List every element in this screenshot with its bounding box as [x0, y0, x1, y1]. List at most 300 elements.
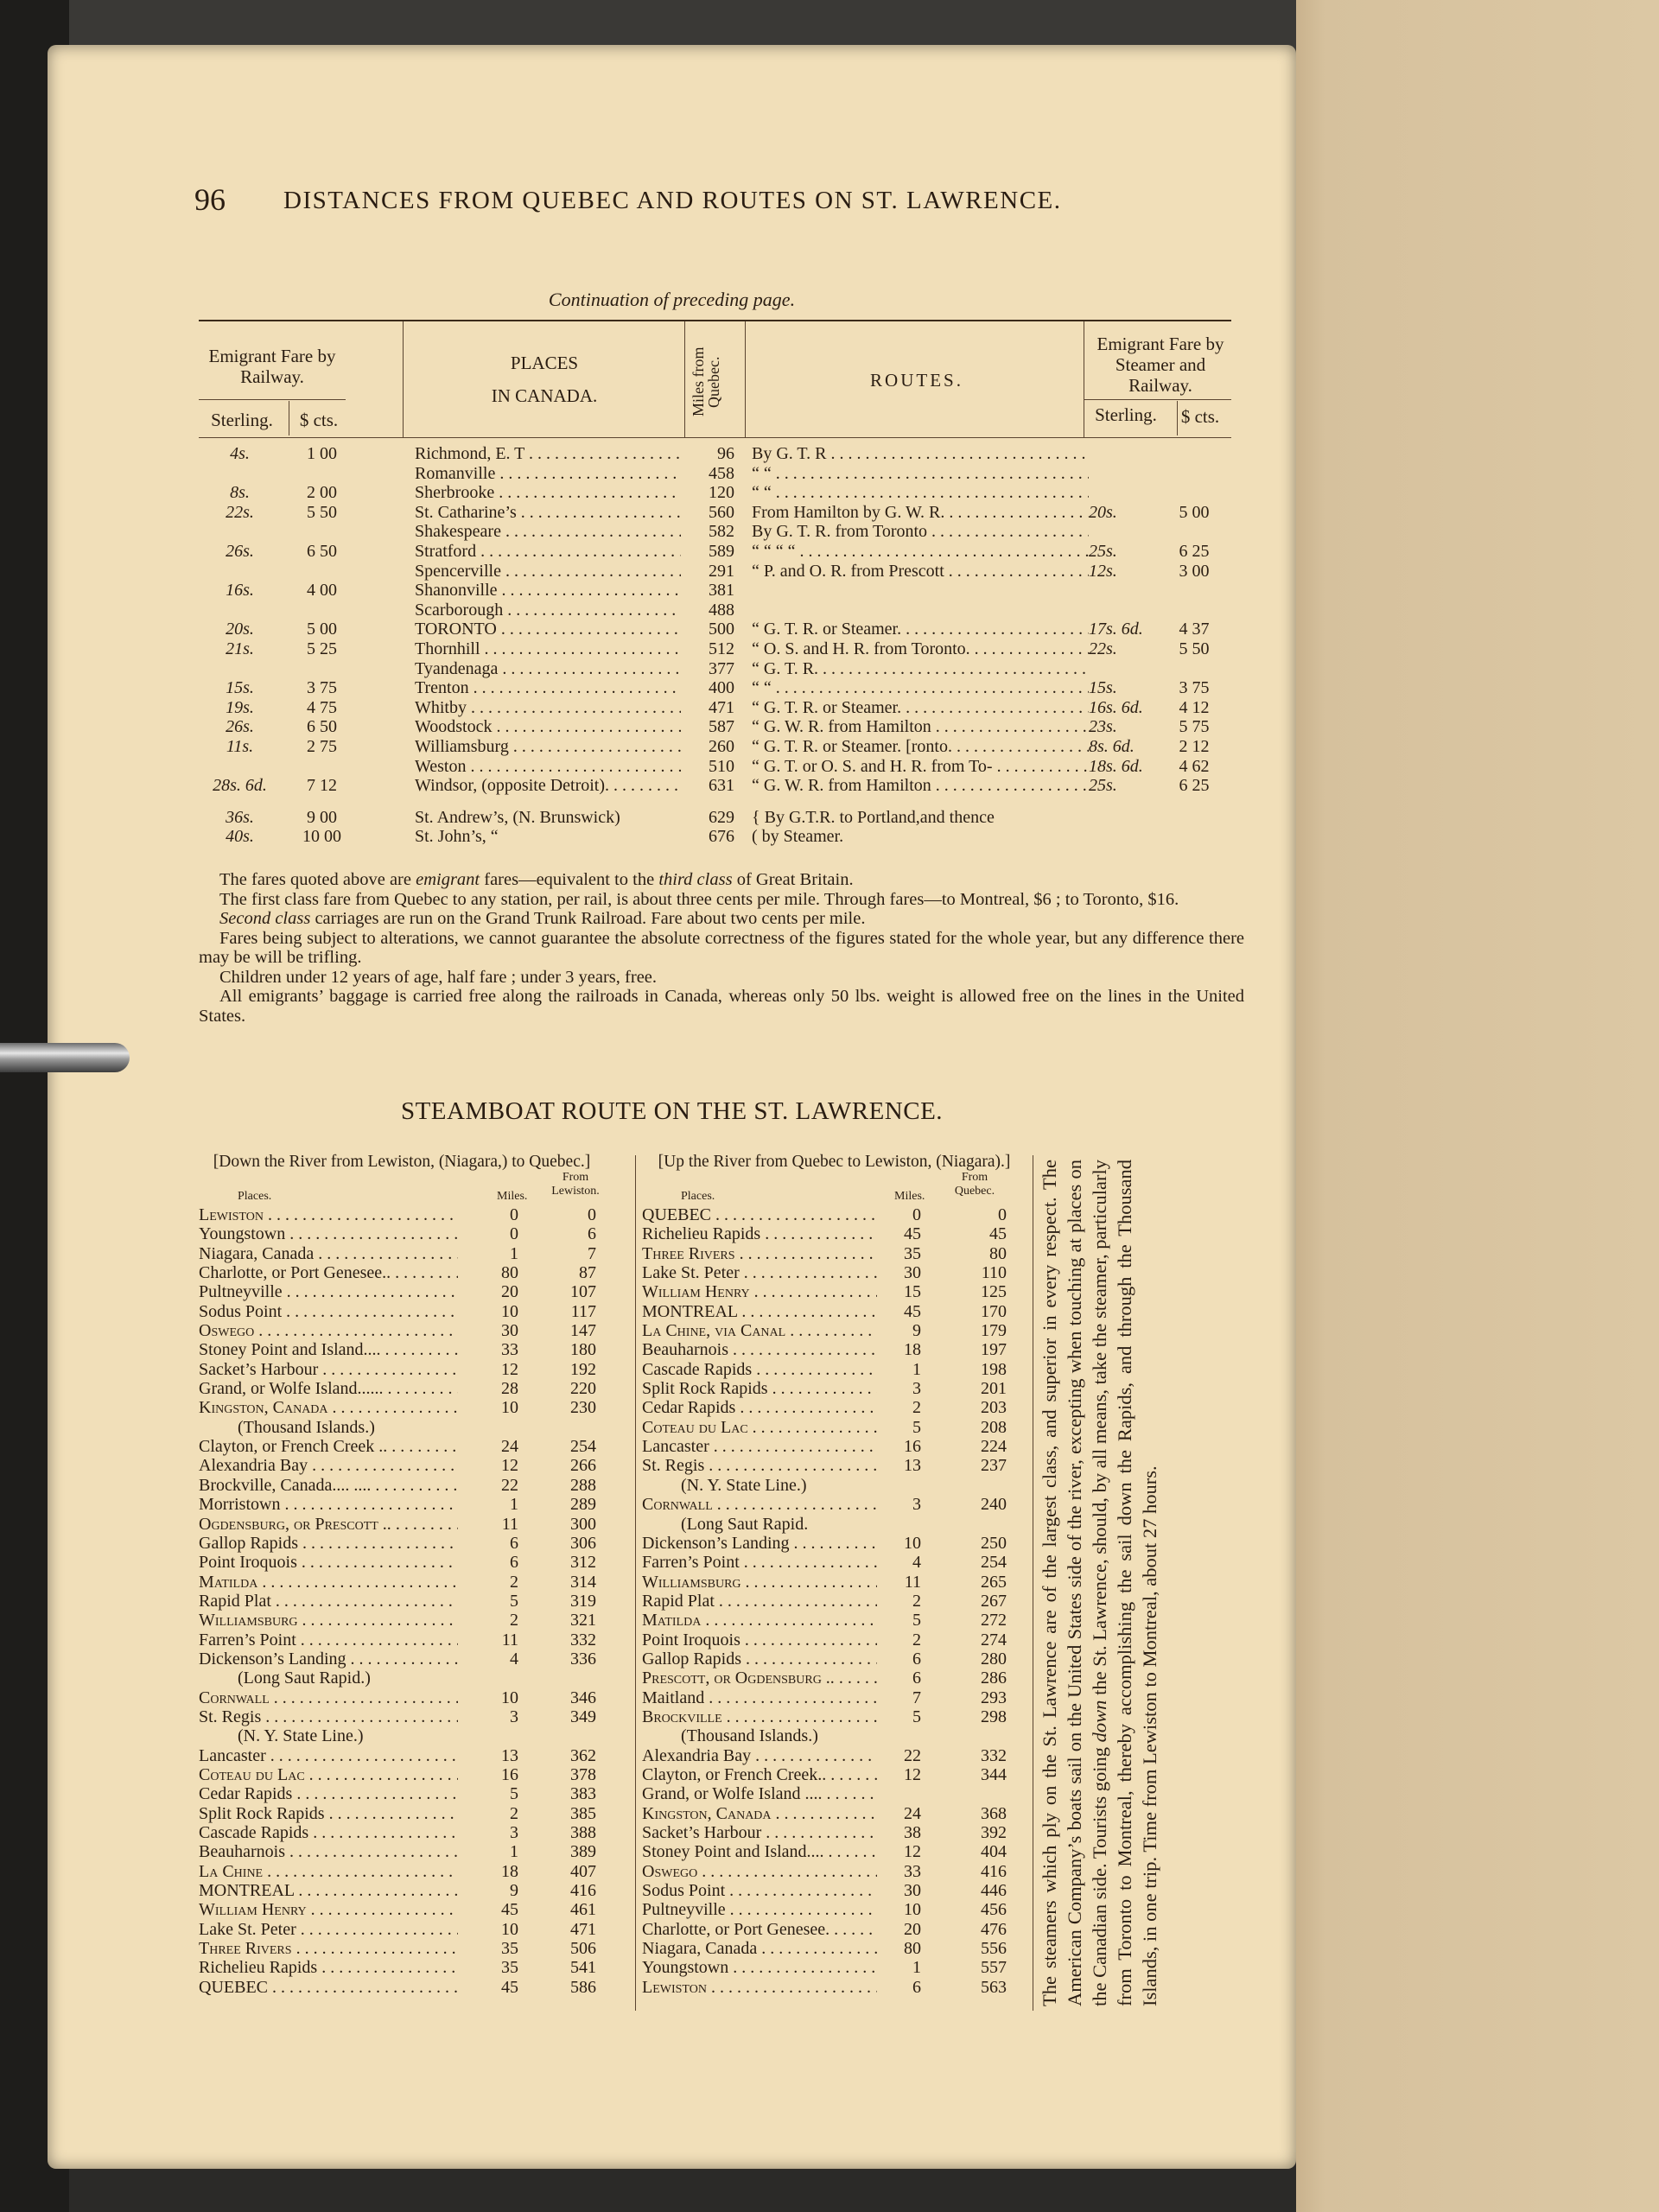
stop-place-name: Rapid Plat — [199, 1591, 271, 1611]
stop-miles: 9 — [510, 1881, 518, 1901]
stop-place — [199, 1573, 458, 1592]
route-stop — [642, 1495, 1027, 1514]
fare-place-name: Stratford — [415, 542, 477, 561]
stop-cumulative: 416 — [981, 1861, 1007, 1881]
stop-cumulative: 117 — [570, 1301, 596, 1321]
fare-row — [199, 503, 1231, 523]
stop-miles: 0 — [510, 1224, 518, 1244]
route-stop — [199, 1340, 626, 1359]
route-stop — [642, 1746, 1027, 1765]
fare-steamer-dollars: 4 37 — [1179, 620, 1210, 639]
route-stop — [199, 1958, 626, 1977]
stop-place-name: Rapid Plat — [642, 1591, 715, 1611]
route-stop — [642, 1842, 1027, 1861]
stop-place — [199, 1534, 458, 1553]
route-stop — [642, 1573, 1027, 1592]
fare-steamer-dollars: 4 12 — [1179, 697, 1210, 717]
stop-miles: 33 — [904, 1861, 921, 1881]
stop-miles: 10 — [904, 1533, 921, 1553]
stop-place-name: Niagara, Canada — [199, 1243, 315, 1263]
fare-steamer-sterling: 23s. — [1089, 717, 1117, 737]
fare-place-name: St. Catharine’s — [415, 502, 517, 522]
stop-miles: 0 — [912, 1205, 921, 1224]
stop-place — [642, 1823, 877, 1842]
stop-place-name: Alexandria Bay — [199, 1456, 308, 1476]
fare-place — [415, 464, 681, 483]
route-stop — [199, 1688, 626, 1707]
stop-place-name: Charlotte, or Port Genesee.. — [199, 1263, 391, 1283]
stop-miles: 5 — [510, 1591, 518, 1611]
fare-miles: 629 — [709, 807, 734, 827]
fare-miles: 582 — [709, 522, 734, 542]
miles-label: Miles. — [894, 1190, 925, 1203]
stop-miles: 22 — [501, 1475, 518, 1495]
stop-miles: 11 — [501, 1630, 518, 1649]
pen-tip — [0, 1033, 147, 1084]
stop-place-name: Niagara, Canada — [642, 1939, 758, 1959]
fare-route-text: “ P. and O. R. from Prescott — [752, 561, 944, 581]
fare-place-name: Whitby — [415, 697, 467, 717]
stop-place-name: Sacket’s Harbour — [199, 1359, 319, 1379]
down-river-rows — [199, 1205, 626, 1997]
stop-place — [642, 1939, 877, 1958]
stop-place-name: Youngstown — [642, 1958, 729, 1978]
from-lewiston-label: From Lewiston. — [551, 1171, 600, 1198]
stop-place — [199, 1823, 458, 1842]
route-stop — [642, 1592, 1027, 1611]
stop-place-name: Kingston, Canada — [642, 1803, 772, 1823]
fare-dollars: 9 00 — [307, 807, 337, 827]
stop-place-name: MONTREAL — [199, 1881, 295, 1901]
stop-miles: 24 — [904, 1803, 921, 1823]
stop-place — [642, 1862, 877, 1881]
stop-place — [642, 1630, 877, 1649]
stop-cumulative: 220 — [570, 1379, 596, 1399]
stop-miles: 45 — [904, 1224, 921, 1244]
stop-place-name: Charlotte, or Port Genesee. — [642, 1919, 830, 1939]
stop-miles: 30 — [501, 1321, 518, 1341]
note-3: Second class carriages are run on the Grand Trunk Railroad. Fare about two cents per mile. — [219, 909, 866, 928]
fare-route-text: “ “ — [752, 483, 772, 503]
route-stop — [199, 1630, 626, 1649]
book-page — [48, 45, 1296, 2169]
stop-place-name: Beauharnois — [642, 1340, 728, 1360]
route-stop — [199, 1669, 626, 1688]
note-2: The first class fare from Quebec to any station, per rail, is about three cents per mile. Through fares—to Montreal, $6 ; to Toronto, $16. — [219, 889, 1179, 909]
stop-cumulative: 586 — [570, 1977, 596, 1997]
stop-miles: 16 — [904, 1437, 921, 1457]
stop-place — [199, 1340, 458, 1359]
page-content — [48, 45, 1296, 2169]
stop-place — [199, 1592, 458, 1611]
stop-place-name: QUEBEC — [642, 1205, 711, 1224]
stop-place — [199, 1611, 458, 1630]
stop-cumulative: 319 — [570, 1591, 596, 1611]
stop-place — [642, 1456, 877, 1475]
stop-miles: 12 — [501, 1456, 518, 1476]
fare-place-name: TORONTO — [415, 620, 497, 639]
route-stop — [642, 1649, 1027, 1669]
stop-miles: 33 — [501, 1340, 518, 1360]
stop-cumulative: 385 — [570, 1803, 596, 1823]
stop-miles: 10 — [501, 1301, 518, 1321]
stop-miles: 10 — [501, 1398, 518, 1418]
stop-place — [199, 1244, 458, 1263]
stop-cumulative: 267 — [981, 1591, 1007, 1611]
fare-miles: 120 — [709, 483, 734, 503]
stop-place-name: Youngstown — [199, 1224, 286, 1244]
stop-place-name: Gallop Rapids — [199, 1533, 298, 1553]
fare-route-text: “ G. T. R. — [752, 658, 819, 678]
stop-place-name: Three Rivers — [199, 1939, 292, 1959]
stop-place — [642, 1282, 877, 1301]
fare-row — [199, 698, 1231, 718]
fare-steamer-dollars: 6 25 — [1179, 776, 1210, 796]
fare-row — [199, 678, 1231, 698]
stop-miles: 2 — [510, 1803, 518, 1823]
stop-miles: 2 — [510, 1611, 518, 1630]
route-stop — [199, 1360, 626, 1379]
stop-place-name: Brockville — [642, 1707, 722, 1726]
stop-place-name: Clayton, or French Creek .. — [199, 1437, 388, 1457]
fare-place-name: Windsor, (opposite Detroit). . — [415, 776, 619, 796]
stop-cumulative: 344 — [981, 1764, 1007, 1784]
route-stop — [642, 1881, 1027, 1900]
route-stop — [642, 1823, 1027, 1842]
fare-route — [752, 698, 1089, 717]
route-stop — [199, 1707, 626, 1726]
stop-miles: 1 — [510, 1243, 518, 1263]
fare-sterling: 26s. — [226, 717, 254, 737]
up-river-heading: [Up the River from Quebec to Lewiston, (Niagara).] — [658, 1153, 1011, 1171]
stop-place — [199, 1765, 458, 1784]
page-header — [194, 181, 1231, 233]
stop-cumulative: 87 — [579, 1263, 596, 1283]
stop-miles: 6 — [510, 1553, 518, 1573]
rule-v6 — [1177, 401, 1178, 435]
stop-cumulative: 7 — [588, 1243, 596, 1263]
stop-cumulative: 288 — [570, 1475, 596, 1495]
stop-cumulative: 349 — [570, 1707, 596, 1726]
stop-place — [642, 1205, 877, 1224]
fare-place — [415, 698, 681, 717]
route-stop — [642, 1804, 1027, 1823]
fare-steamer-dollars: 5 75 — [1179, 717, 1210, 737]
stop-place-name: St. Regis — [199, 1707, 262, 1726]
stop-cumulative: 45 — [989, 1224, 1007, 1244]
stop-place — [199, 1437, 458, 1456]
stop-place-name: Pultneyville — [199, 1282, 283, 1302]
stop-place-name: Lewiston — [199, 1205, 264, 1224]
stop-place — [642, 1360, 877, 1379]
fare-route-text: “ G. W. R. from Hamilton — [752, 717, 931, 737]
stop-miles: 6 — [912, 1649, 921, 1669]
fare-dollars: 5 25 — [307, 639, 337, 658]
stop-cumulative: 6 — [588, 1224, 596, 1244]
stop-miles: 6 — [912, 1977, 921, 1997]
fare-place-name: Shanonville — [415, 581, 498, 601]
fare-steamer-sterling: 18s. 6d. — [1089, 756, 1143, 776]
stop-cumulative: 170 — [981, 1301, 1007, 1321]
fare-dollars: 3 75 — [307, 678, 337, 698]
facing-page — [1296, 0, 1659, 2212]
stop-miles: 2 — [912, 1630, 921, 1649]
stop-place — [199, 1398, 458, 1417]
fare-miles: 458 — [709, 463, 734, 483]
stop-place-name: (Thousand Islands.) — [681, 1726, 818, 1746]
stop-cumulative: 563 — [981, 1977, 1007, 1997]
stop-place — [199, 1224, 458, 1243]
fare-row — [199, 483, 1231, 503]
fare-steamer-sterling: 8s. 6d. — [1089, 737, 1135, 756]
stop-place-name: Lewiston — [642, 1977, 707, 1997]
stop-place-name: Stoney Point and Island.... — [199, 1340, 381, 1360]
rule-v2 — [403, 321, 404, 437]
fare-place — [415, 542, 681, 561]
stop-miles: 5 — [912, 1417, 921, 1437]
route-stop — [199, 1784, 626, 1803]
stop-place — [642, 1669, 877, 1688]
fare-steamer-dollars: 2 12 — [1179, 737, 1210, 756]
fare-route — [752, 522, 1089, 541]
stop-place-name: Ogdensburg, or Prescott .. — [199, 1514, 391, 1534]
route-stop — [642, 1340, 1027, 1359]
fare-place-name: Tyandenaga — [415, 658, 499, 678]
route-stop — [199, 1573, 626, 1592]
stop-place-name: (N. Y. State Line.) — [681, 1475, 807, 1495]
stop-place-name: Lancaster — [199, 1745, 266, 1765]
fare-dollars: 2 00 — [307, 483, 337, 503]
fare-miles: 377 — [709, 658, 734, 678]
stop-miles: 18 — [904, 1340, 921, 1360]
stop-place — [199, 1649, 458, 1669]
stop-place — [642, 1784, 877, 1803]
stop-cumulative: 147 — [570, 1321, 596, 1341]
route-stop — [199, 1978, 626, 1997]
fare-route — [752, 737, 1089, 756]
fare-place — [415, 522, 681, 541]
fare-row — [199, 737, 1231, 757]
fare-place-name: Richmond, E. T — [415, 444, 525, 463]
rail-subheader-rule — [199, 399, 346, 400]
emigrant-steamer-header: Emigrant Fare by Steamer and Railway. — [1096, 334, 1224, 396]
stop-place-name: Brockville, Canada.... .... — [199, 1475, 372, 1495]
fare-route — [752, 659, 1089, 678]
route-stop — [642, 1205, 1027, 1224]
route-stop — [199, 1746, 626, 1765]
fare-route — [752, 542, 1089, 561]
stop-cumulative: 197 — [981, 1340, 1007, 1360]
route-stop — [199, 1244, 626, 1263]
fare-steamer-sterling: 25s. — [1089, 542, 1117, 561]
route-stop — [642, 1360, 1027, 1379]
note-4: Fares being subject to alterations, we cannot guarantee the absolute correctness of the figures stated for the whole year, but any difference there may be will be trifling. — [199, 928, 1244, 967]
route-stop — [642, 1263, 1027, 1282]
fare-dollars: 7 12 — [307, 776, 337, 796]
fare-miles: 500 — [709, 620, 734, 639]
stop-cumulative: 306 — [570, 1533, 596, 1553]
sterling-header: Sterling. — [211, 410, 273, 430]
fare-steamer-dollars: 5 00 — [1179, 502, 1210, 522]
stop-place — [642, 1842, 877, 1861]
route-stop — [642, 1553, 1027, 1572]
fare-dollars: 1 00 — [307, 444, 337, 463]
stop-place — [642, 1515, 968, 1534]
stop-place-name: La Chine — [199, 1861, 264, 1881]
stop-cumulative: 541 — [570, 1958, 596, 1978]
fare-miles: 512 — [709, 639, 734, 658]
stop-place-name: Richelieu Rapids — [642, 1224, 761, 1244]
miles-label: Miles. — [497, 1190, 528, 1203]
fare-place-name: Thornhill — [415, 639, 480, 658]
fare-row — [199, 659, 1231, 679]
stop-cumulative: 556 — [981, 1939, 1007, 1959]
stop-place-name: Lancaster — [642, 1437, 709, 1457]
fare-route-text: “ “ “ “ — [752, 542, 796, 561]
stop-place — [199, 1939, 458, 1958]
steamer-sidebar-text: The steamers which ply on the St. Lawrence are of the largest class, and superior in every respect. The American Company’s boats sail on the United States side of the river, excepting when touching at places on the Canadian side. Tourists going down the St. Lawrence, should, by all means, take the steamer, particularly from Toronto to Montreal, thereby accomplishing the sail down the Rapids, and through the Thousand Islands, in one trip. Time from Lewiston to Montreal, about 27 hours. — [1039, 1160, 1160, 2006]
fare-dollars: 4 00 — [307, 581, 337, 601]
stop-place — [642, 1726, 968, 1745]
fare-row — [199, 522, 1231, 542]
stop-place-name: Prescott, or Ogdensburg .. — [642, 1669, 835, 1688]
stop-place — [199, 1553, 458, 1572]
stop-place-name: (Long Saut Rapid.) — [238, 1669, 371, 1688]
fare-sterling: 36s. — [226, 807, 254, 827]
stop-place-name: Lake St. Peter — [642, 1263, 740, 1283]
stop-place — [642, 1224, 877, 1243]
stop-miles: 6 — [510, 1533, 518, 1553]
fare-place — [415, 601, 681, 620]
stop-cumulative: 0 — [588, 1205, 596, 1224]
fare-rows — [199, 444, 1231, 850]
fare-steamer-sterling: 17s. 6d. — [1089, 620, 1143, 639]
route-stop — [642, 1244, 1027, 1263]
stop-cumulative: 506 — [570, 1939, 596, 1959]
route-stop — [642, 1476, 1027, 1495]
fare-steamer-dollars: 6 25 — [1179, 542, 1210, 561]
fare-row — [199, 776, 1231, 796]
note-6: All emigrants’ baggage is carried free along the railroads in Canada, whereas only 50 lbs. weight is allowed free on the lines in the United States. — [199, 987, 1244, 1026]
stop-place-name: Williamsburg — [642, 1572, 741, 1592]
fare-dollars: 6 50 — [307, 542, 337, 561]
route-stop — [199, 1900, 626, 1919]
fare-place-name: Woodstock — [415, 717, 493, 737]
stop-cumulative: 198 — [981, 1359, 1007, 1379]
fare-row — [199, 562, 1231, 582]
route-stop — [199, 1263, 626, 1282]
fare-steamer-dollars: 3 00 — [1179, 561, 1210, 581]
fare-place-name: Sherbrooke — [415, 483, 495, 503]
stop-place — [642, 1611, 877, 1630]
stop-place-name: Cascade Rapids — [642, 1359, 753, 1379]
route-stop — [199, 1224, 626, 1243]
stop-cumulative: 237 — [981, 1456, 1007, 1476]
stop-cumulative: 404 — [981, 1842, 1007, 1862]
stop-place-name: Matilda — [642, 1611, 702, 1630]
fare-place — [415, 562, 681, 581]
stop-place — [199, 1418, 549, 1437]
stop-place — [199, 1379, 458, 1398]
fare-row — [199, 620, 1231, 639]
stop-place — [199, 1321, 458, 1340]
fare-route-text: “ G. T. or O. S. and H. R. from To- — [752, 756, 993, 776]
route-stop — [199, 1534, 626, 1553]
stop-place — [642, 1321, 877, 1340]
stop-cumulative: 293 — [981, 1688, 1007, 1707]
fare-place — [415, 620, 681, 639]
stop-place-name: Alexandria Bay — [642, 1745, 752, 1765]
stop-cumulative: 286 — [981, 1669, 1007, 1688]
stop-cumulative: 298 — [981, 1707, 1007, 1726]
route-stop — [199, 1437, 626, 1456]
places-header: PLACES — [510, 353, 579, 373]
stop-place — [642, 1553, 877, 1572]
stop-miles: 9 — [912, 1321, 921, 1341]
stop-cumulative: 240 — [981, 1495, 1007, 1515]
stop-place-name: Point Iroquois — [199, 1553, 297, 1573]
stop-place — [642, 1302, 877, 1321]
route-stop — [199, 1765, 626, 1784]
stop-place-name: QUEBEC — [199, 1977, 268, 1997]
fare-place — [415, 757, 681, 776]
stop-place-name: Oswego — [642, 1861, 698, 1881]
stop-miles: 2 — [510, 1572, 518, 1592]
fare-dollars: 6 50 — [307, 717, 337, 737]
stop-cumulative: 312 — [570, 1553, 596, 1573]
route-stop — [642, 1224, 1027, 1243]
stop-place — [642, 1418, 877, 1437]
fare-steamer-dollars: 5 50 — [1179, 639, 1210, 658]
from-quebec-label: From Quebec. — [954, 1171, 995, 1198]
stop-miles: 10 — [904, 1900, 921, 1920]
fare-route — [752, 464, 1089, 483]
steamboat-column-divider — [635, 1155, 636, 2011]
route-stop — [199, 1205, 626, 1224]
route-stop — [199, 1726, 626, 1745]
stop-miles: 35 — [501, 1958, 518, 1978]
fare-place-name: Scarborough — [415, 600, 504, 620]
stop-place-name: Sodus Point — [642, 1881, 726, 1901]
fare-route: { By G.T.R. to Portland,and thence — [752, 807, 995, 827]
stop-cumulative: 314 — [570, 1572, 596, 1592]
stop-cumulative: 224 — [981, 1437, 1007, 1457]
stop-cumulative: 392 — [981, 1823, 1007, 1842]
route-stop — [199, 1881, 626, 1900]
route-stop — [642, 1978, 1027, 1997]
fare-miles: 291 — [709, 561, 734, 581]
stop-miles: 20 — [501, 1282, 518, 1302]
stop-cumulative: 254 — [570, 1437, 596, 1457]
route-stop — [642, 1688, 1027, 1707]
stop-cumulative: 125 — [981, 1282, 1007, 1302]
fare-sterling: 20s. — [226, 620, 254, 639]
stop-miles: 24 — [501, 1437, 518, 1457]
stop-miles: 20 — [904, 1919, 921, 1939]
stop-place-name: St. Regis — [642, 1456, 705, 1476]
stop-place-name: Cedar Rapids — [642, 1398, 736, 1418]
fare-miles: 631 — [709, 776, 734, 796]
fare-steamer-sterling: 20s. — [1089, 502, 1117, 522]
stop-miles: 16 — [501, 1764, 518, 1784]
in-canada-header: IN CANADA. — [491, 385, 598, 406]
stop-miles: 3 — [912, 1379, 921, 1399]
stop-place-name: (Thousand Islands.) — [238, 1417, 375, 1437]
stop-place — [642, 1746, 877, 1765]
fare-dollars: 5 50 — [307, 502, 337, 522]
stop-cumulative: 272 — [981, 1611, 1007, 1630]
fare-dollars: 5 00 — [307, 620, 337, 639]
